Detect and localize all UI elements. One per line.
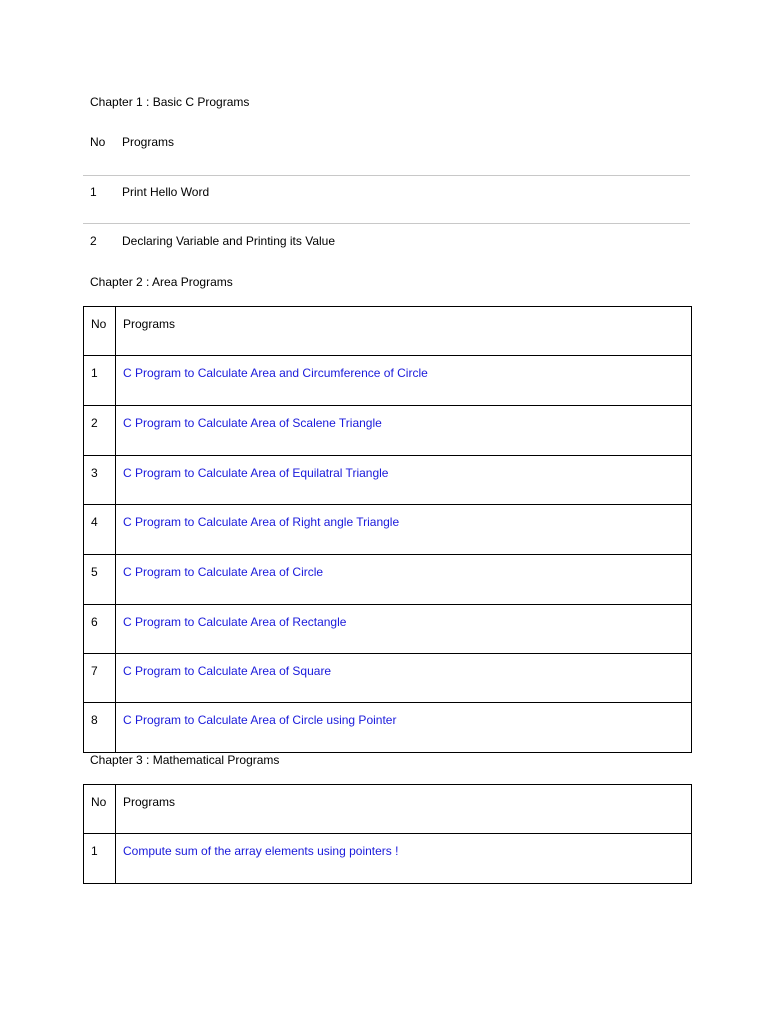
table-header-row xyxy=(84,307,692,356)
program-link-7[interactable]: C Program to Calculate Area of Square xyxy=(123,664,332,678)
row-number: 2 xyxy=(84,406,116,456)
table-row xyxy=(84,406,692,456)
program-cell xyxy=(116,654,692,703)
row-number: 5 xyxy=(84,555,116,605)
table-header-row xyxy=(84,785,692,834)
program-link-5[interactable]: C Program to Calculate Area of Circle xyxy=(123,565,324,579)
table-row xyxy=(84,605,692,654)
program-cell xyxy=(116,605,692,654)
program-link-4[interactable]: C Program to Calculate Area of Right angle Triangle xyxy=(123,515,400,529)
chapter3-title: Chapter 3 : Mathematical Programs xyxy=(90,753,280,767)
program-cell xyxy=(116,834,692,884)
table-row xyxy=(84,654,692,703)
program-cell xyxy=(116,555,692,605)
header-cell-no: No xyxy=(84,785,116,834)
row-number: 1 xyxy=(84,356,116,406)
table-row xyxy=(84,834,692,884)
program-link-8[interactable]: C Program to Calculate Area of Circle using Pointer xyxy=(123,713,397,727)
chapter1-header-programs: Programs xyxy=(122,135,175,149)
chapter1-header-no: No xyxy=(90,135,106,149)
table-row xyxy=(84,703,692,753)
program-link-1[interactable]: C Program to Calculate Area and Circumference of Circle xyxy=(123,366,428,380)
row-number: 7 xyxy=(84,654,116,703)
chapter1-row-2-program: Declaring Variable and Printing its Value xyxy=(122,234,336,248)
chapter1-title: Chapter 1 : Basic C Programs xyxy=(90,95,250,109)
chapter2-title: Chapter 2 : Area Programs xyxy=(90,275,233,289)
program-cell xyxy=(116,703,692,753)
chapter1-divider-2 xyxy=(83,223,690,224)
table-row xyxy=(84,505,692,555)
table-row xyxy=(84,356,692,406)
row-number: 8 xyxy=(84,703,116,753)
program-link-6[interactable]: C Program to Calculate Area of Rectangle xyxy=(123,615,347,629)
program-link-math-1[interactable]: Compute sum of the array elements using pointers ! xyxy=(123,844,399,858)
header-cell-no: No xyxy=(84,307,116,356)
chapter1-row-1-no: 1 xyxy=(90,185,97,199)
header-cell-programs: Programs xyxy=(116,307,692,356)
chapter1-divider-1 xyxy=(83,175,690,176)
program-cell xyxy=(116,505,692,555)
row-number: 6 xyxy=(84,605,116,654)
chapter1-row-1-program: Print Hello Word xyxy=(122,185,210,199)
program-link-2[interactable]: C Program to Calculate Area of Scalene Triangle xyxy=(123,416,382,430)
program-cell xyxy=(116,406,692,456)
program-link-3[interactable]: C Program to Calculate Area of Equilatral Triangle xyxy=(123,466,389,480)
program-cell xyxy=(116,456,692,505)
program-cell xyxy=(116,356,692,406)
header-cell-programs: Programs xyxy=(116,785,692,834)
row-number: 1 xyxy=(84,834,116,884)
chapter1-row-2-no: 2 xyxy=(90,234,97,248)
row-number: 4 xyxy=(84,505,116,555)
table-row xyxy=(84,555,692,605)
table-row xyxy=(84,456,692,505)
chapter2-table xyxy=(83,306,692,753)
row-number: 3 xyxy=(84,456,116,505)
chapter3-table xyxy=(83,784,692,884)
